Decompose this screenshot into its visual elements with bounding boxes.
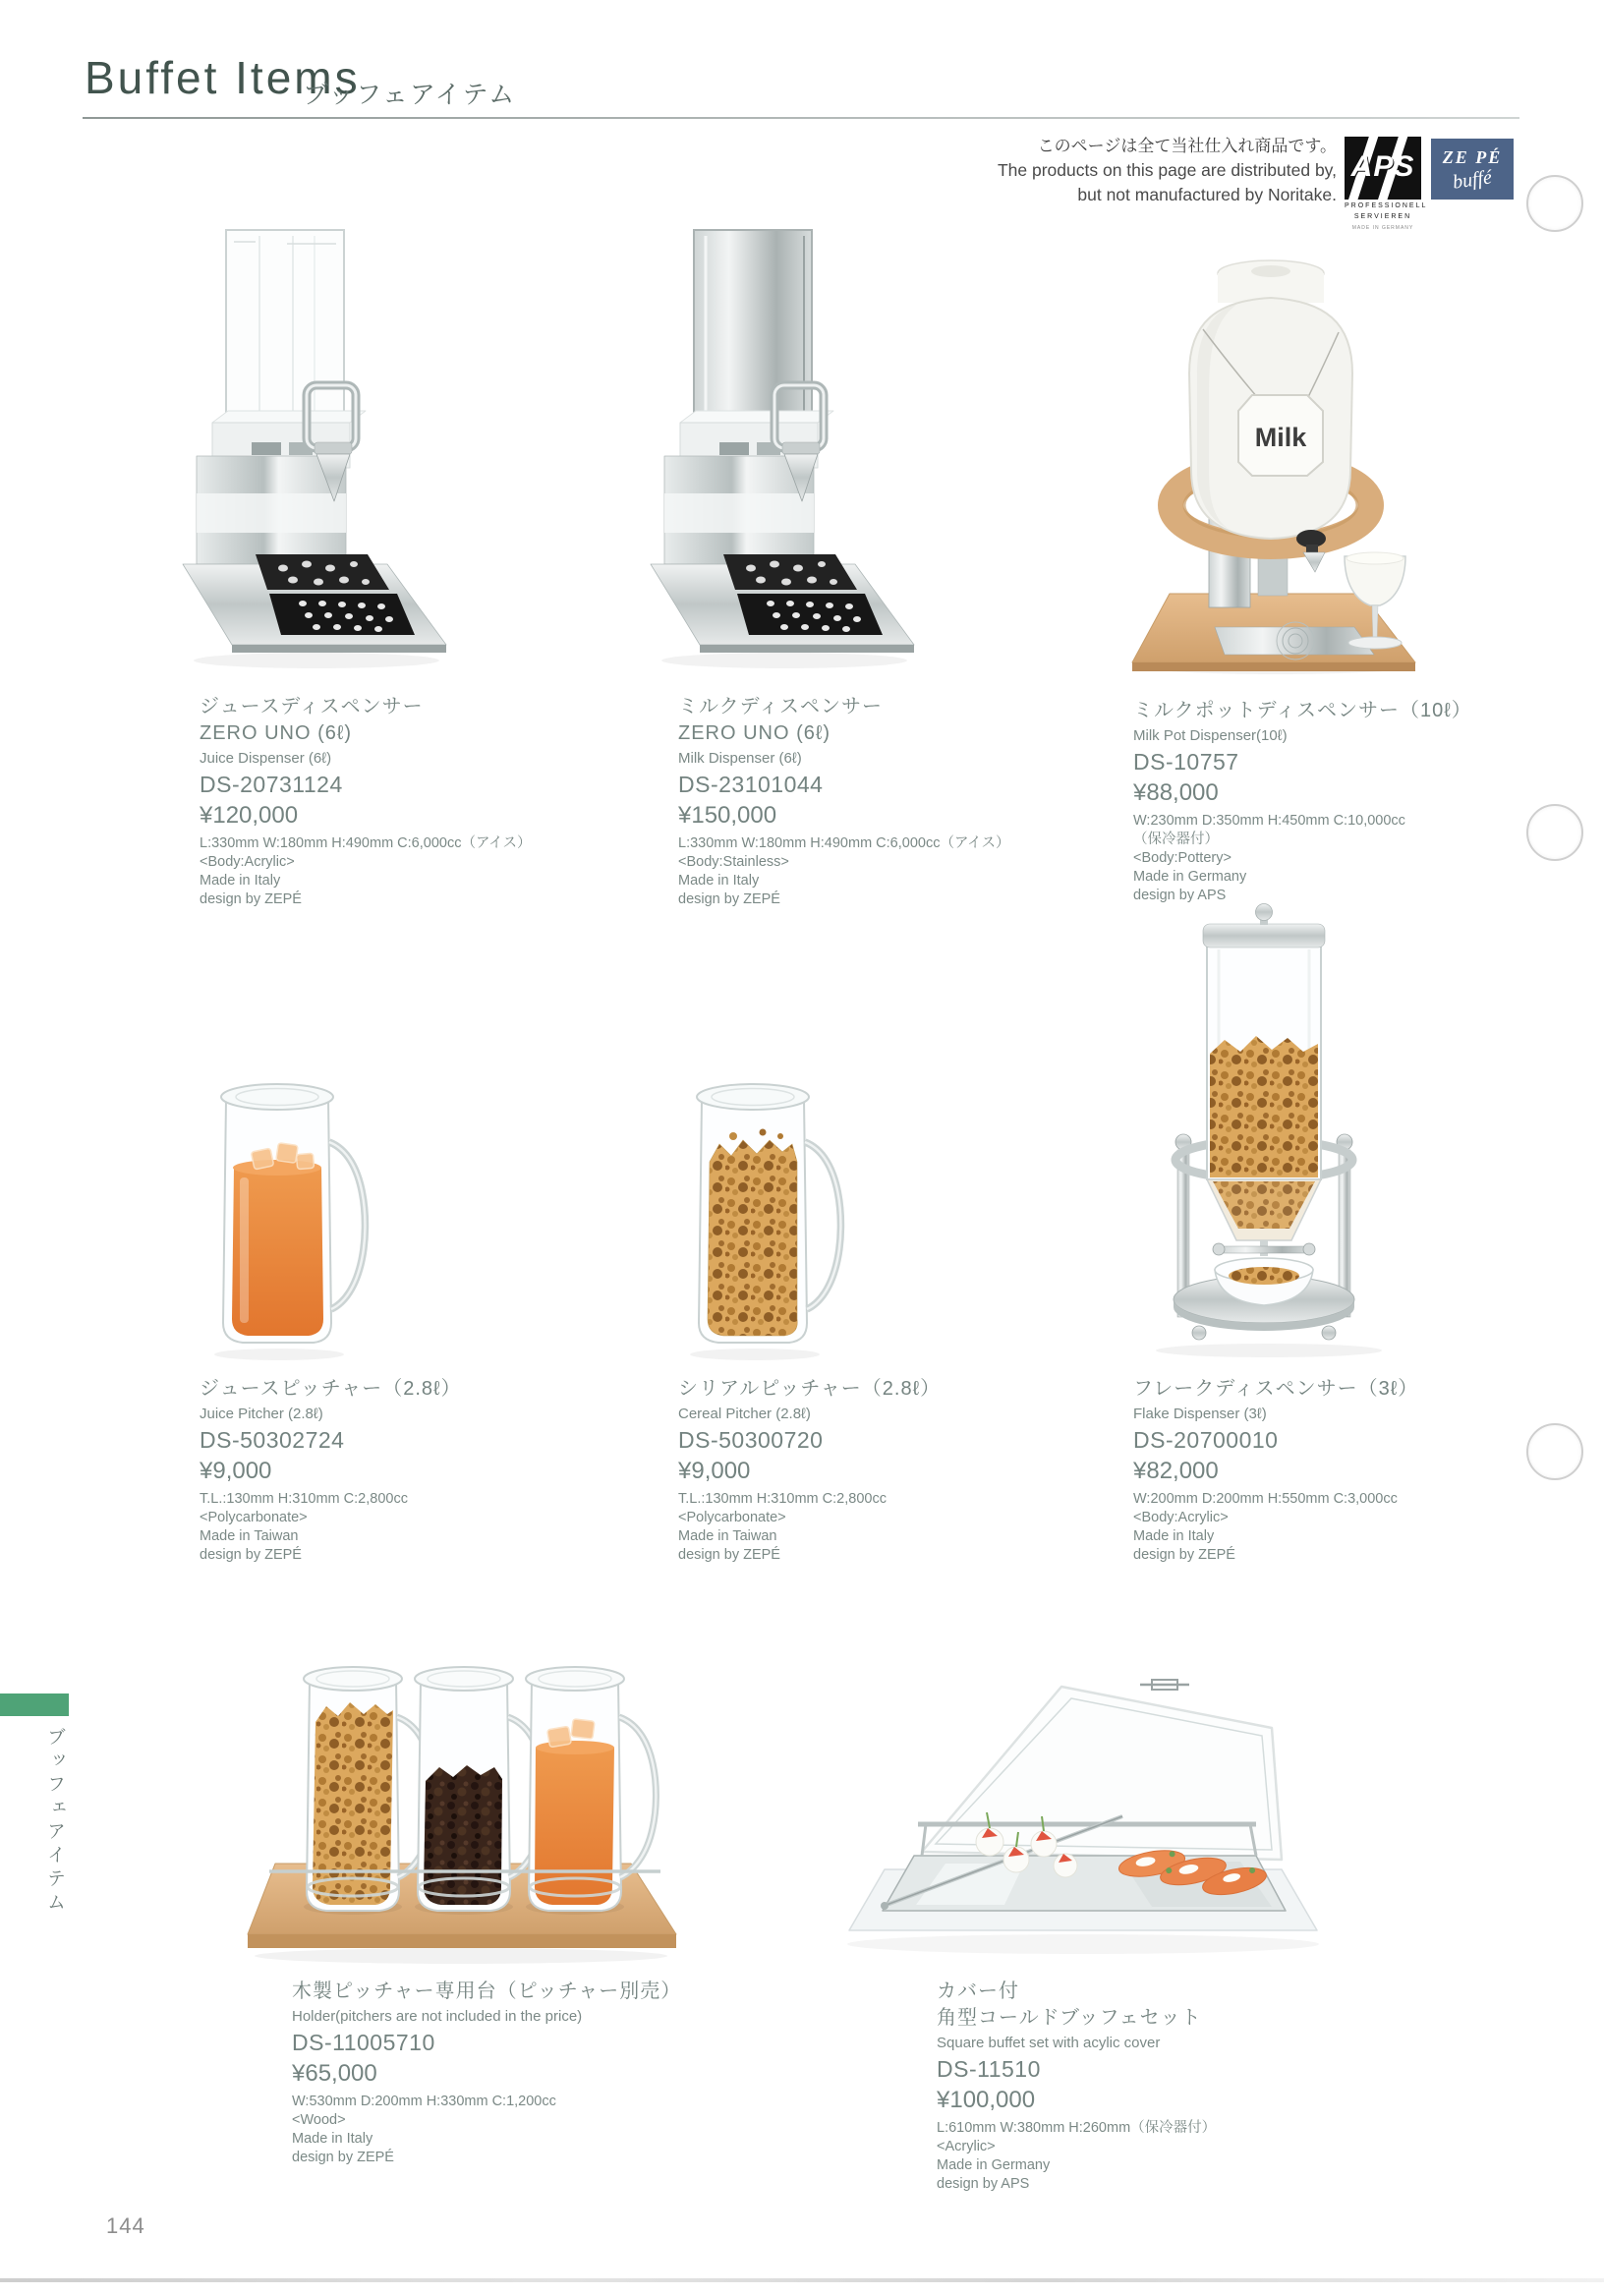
product-spec: <Body:Stainless>: [678, 854, 789, 870]
product-spec: <Wood>: [292, 2112, 346, 2128]
product-spec: L:330mm W:180mm H:490mm C:6,000cc（アイス）: [200, 835, 532, 851]
juice-pitcher-image: [199, 1067, 373, 1362]
flake-dispenser-image: [1117, 896, 1441, 1360]
product-code: DS-20700010: [1133, 1427, 1279, 1453]
distributor-note-ja: このページは全て当社仕入れ商品です。: [1037, 137, 1337, 155]
product-spec: design by ZEPÉ: [200, 1547, 302, 1563]
product-spec: T.L.:130mm H:310mm C:2,800cc: [200, 1491, 408, 1507]
product-name-en: Cereal Pitcher (2.8ℓ): [678, 1406, 811, 1422]
product-name-ja: ZERO UNO (6ℓ): [678, 722, 831, 744]
aps-logo-emblem: [1345, 137, 1421, 200]
product-spec: （保冷器付）: [1133, 832, 1219, 847]
product-info-pitcher-holder: [292, 1979, 681, 2167]
product-name-ja: シリアルピッチャー（2.8ℓ）: [678, 1378, 942, 1400]
product-spec: design by ZEPÉ: [1133, 1547, 1235, 1563]
product-spec: Made in Germany: [937, 2157, 1051, 2173]
product-name-ja: 角型コールドブッフェセット: [937, 2007, 1202, 2029]
aps-logo-subtext-1: PROFESSIONELL: [1345, 202, 1428, 209]
page-title-japanese: ブッフェアイテム: [303, 80, 517, 109]
zepe-logo-script: buffé: [1451, 166, 1494, 194]
binder-hole-middle: [1526, 804, 1583, 861]
product-code: DS-23101044: [678, 772, 824, 797]
cereal-pitcher-image: [674, 1067, 849, 1362]
product-spec: Made in Italy: [292, 2131, 373, 2147]
milk-dispenser-zero-uno-image: [637, 208, 922, 678]
product-code: DS-11510: [937, 2056, 1041, 2082]
product-name-ja: ジュースディスペンサー: [200, 696, 424, 718]
product-spec: <Acrylic>: [937, 2139, 996, 2154]
product-spec: <Body:Pottery>: [1133, 850, 1232, 866]
square-buffet-set-image: [828, 1677, 1341, 1964]
product-spec: Made in Italy: [200, 873, 281, 889]
section-tab-marker: [0, 1693, 69, 1716]
juice-dispenser-zero-uno-image: [169, 208, 454, 678]
aps-logo-made-in: MADE IN GERMANY: [1351, 225, 1414, 231]
product-code: DS-11005710: [292, 2030, 435, 2055]
pitcher-handle: [805, 1142, 840, 1309]
product-spec: design by ZEPÉ: [200, 891, 302, 907]
section-tab-label: ブッフェアイテム: [44, 1727, 65, 1916]
product-spec: <Polycarbonate>: [678, 1510, 786, 1525]
product-code: DS-20731124: [200, 772, 343, 797]
dispensing-crank: [1219, 1246, 1309, 1253]
product-spec: T.L.:130mm H:310mm C:2,800cc: [678, 1491, 887, 1507]
binder-hole-bottom: [1526, 1423, 1583, 1480]
product-price: ¥100,000: [937, 2087, 1036, 2113]
product-info-milk-pot-dispenser: [1133, 698, 1472, 905]
product-price: ¥150,000: [678, 802, 777, 829]
product-spec: <Polycarbonate>: [200, 1510, 308, 1525]
pitcher-holder-set-image: [240, 1624, 690, 1968]
aps-logo: [1345, 137, 1428, 231]
product-spec: design by ZEPÉ: [678, 1547, 780, 1563]
product-spec: Made in Taiwan: [200, 1528, 299, 1544]
product-spec: design by ZEPÉ: [292, 2150, 394, 2165]
milk-pot-dispenser-image: [1118, 226, 1443, 676]
product-name-ja: ミルクポットディスペンサー（10ℓ）: [1133, 700, 1472, 721]
product-info-square-buffet-set: [937, 1979, 1216, 2194]
product-name-en: Milk Pot Dispenser(10ℓ): [1133, 727, 1288, 744]
product-spec: W:230mm D:350mm H:450mm C:10,000cc: [1133, 813, 1405, 829]
product-name-en: Flake Dispenser (3ℓ): [1133, 1406, 1267, 1422]
product-spec: L:610mm W:380mm H:260mm（保冷器付）: [937, 2120, 1217, 2136]
product-spec: W:200mm D:200mm H:550mm C:3,000cc: [1133, 1491, 1398, 1507]
distributor-note-en-line1: The products on this page are distributed by,: [997, 160, 1337, 180]
product-spec: Made in Italy: [678, 873, 760, 889]
milk-tag-label: Milk: [1254, 423, 1307, 452]
binder-hole-top: [1526, 175, 1583, 232]
product-spec: Made in Taiwan: [678, 1528, 777, 1544]
product-spec: L:330mm W:180mm H:490mm C:6,000cc（アイス）: [678, 835, 1010, 851]
product-price: ¥120,000: [200, 802, 299, 829]
distributor-note-en-line2: but not manufactured by Noritake.: [1077, 185, 1337, 204]
page-title: Buffet Items: [85, 52, 361, 103]
product-code: DS-50302724: [200, 1427, 345, 1453]
product-code: DS-50300720: [678, 1427, 824, 1453]
pitcher-handle: [329, 1142, 365, 1309]
product-name-ja: ジュースピッチャー（2.8ℓ）: [200, 1378, 462, 1400]
product-name-en: Square buffet set with acylic cover: [937, 2035, 1161, 2051]
product-info-milk-dispenser: [678, 694, 1010, 909]
aps-logo-subtext-2: SERVIEREN: [1353, 213, 1412, 220]
product-name-ja: カバー付: [937, 1980, 1019, 2002]
product-name-ja: 木製ピッチャー専用台（ピッチャー別売）: [292, 1980, 682, 2002]
product-name-ja: フレークディスペンサー（3ℓ）: [1133, 1378, 1419, 1400]
lid-knob: [1256, 904, 1273, 921]
aps-logo-text: APS: [1350, 150, 1415, 183]
product-info-juice-pitcher: [200, 1376, 461, 1565]
product-info-juice-dispenser: [200, 694, 532, 909]
product-name-en: Holder(pitchers are not included in the price): [292, 2008, 583, 2025]
product-spec: design by ZEPÉ: [678, 891, 780, 907]
product-code: DS-10757: [1133, 749, 1239, 775]
product-price: ¥88,000: [1133, 779, 1219, 806]
product-name-en: Juice Pitcher (2.8ℓ): [200, 1406, 323, 1422]
product-price: ¥9,000: [200, 1458, 272, 1484]
product-price: ¥82,000: [1133, 1458, 1219, 1484]
product-info-cereal-pitcher: [678, 1376, 941, 1565]
product-name-ja: ZERO UNO (6ℓ): [200, 722, 353, 744]
roll-top-cover: [922, 1687, 1282, 1860]
product-spec: Made in Germany: [1133, 869, 1247, 885]
product-spec: Made in Italy: [1133, 1528, 1215, 1544]
page-bottom-edge: [0, 2278, 1604, 2282]
zepe-logo: [1431, 139, 1514, 200]
product-info-flake-dispenser: [1133, 1376, 1418, 1565]
product-name-en: Milk Dispenser (6ℓ): [678, 750, 802, 767]
page-number: 144: [106, 2213, 145, 2238]
product-price: ¥65,000: [292, 2060, 377, 2087]
distributor-note: [998, 134, 1337, 207]
product-spec: design by APS: [937, 2176, 1030, 2192]
product-price: ¥9,000: [678, 1458, 751, 1484]
title-divider: [83, 117, 1519, 119]
product-spec: W:530mm D:200mm H:330mm C:1,200cc: [292, 2094, 556, 2109]
product-name-en: Juice Dispenser (6ℓ): [200, 750, 332, 767]
product-name-ja: ミルクディスペンサー: [678, 696, 883, 718]
product-spec: design by APS: [1133, 888, 1227, 903]
product-spec: <Body:Acrylic>: [1133, 1510, 1229, 1525]
product-spec: <Body:Acrylic>: [200, 854, 295, 870]
zepe-logo-text: ZE PÉ: [1442, 147, 1503, 167]
